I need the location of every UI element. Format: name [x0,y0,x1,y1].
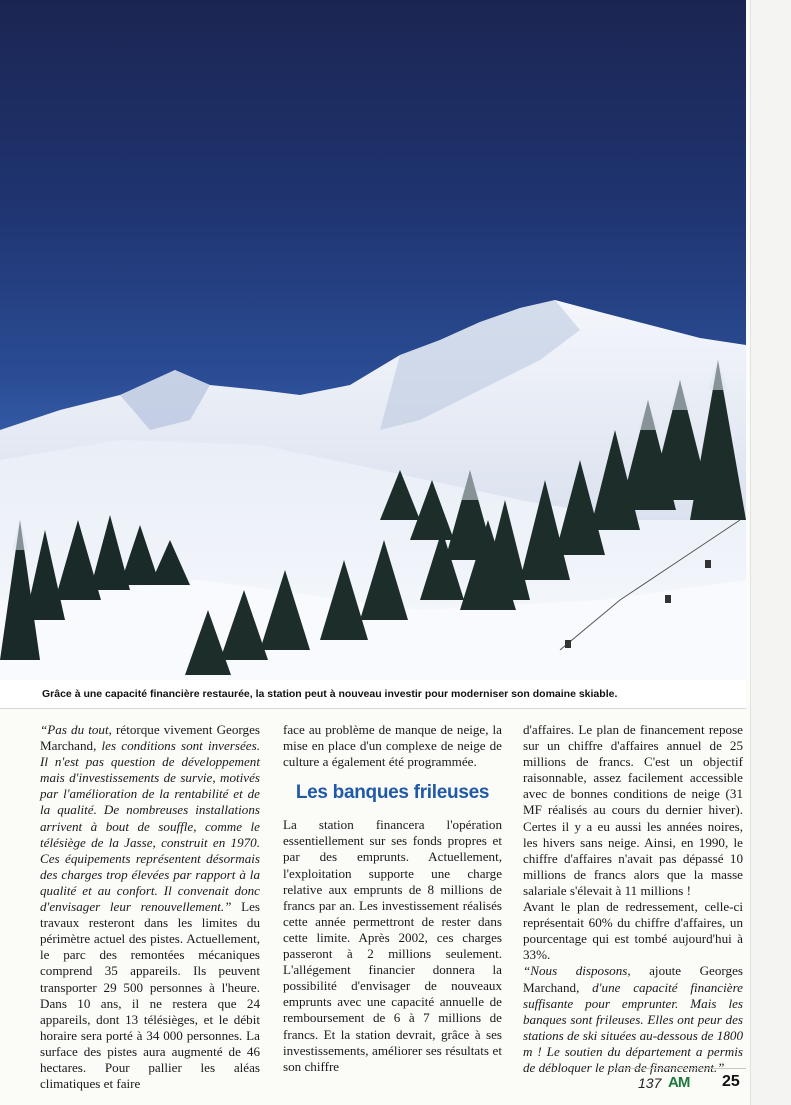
issue-number: 137 [638,1075,662,1091]
column-3-paragraph-3 [523,963,743,1076]
attribution-fragment: rétorque vivement Georges Marchand, [40,722,260,754]
quote-fragment: “Nous disposons, [523,963,650,979]
page-edge [750,0,791,1105]
article-column-2 [283,722,502,1075]
column-3-paragraph-2: Avant le plan de redressement, celle-ci représentait 60% du chiffre d'affaires, un pourcentage qui est tombé aujourd'hui à 33%. [523,899,743,963]
article-column-3 [523,722,743,1076]
article-column-1 [40,722,260,1092]
quote-fragment: les conditions sont inversées. Il n'est pas question de développement mais d'investissements de survie, motivés par l'amélioration de la rentabilité et de la qualité. De nombreuses installations arrivent à bout de souffle, comme le télésiège de la Jasse, construit en 1970. Ces équipements représentent désormais des charges trop élevées par rapport à la qualité et au confort. Il convenait donc d'envisager leur renouvellement.” [40,738,260,915]
page-footer [612,1068,746,1095]
page-number: 25 [722,1073,740,1090]
column-2-intro: face au problème de manque de neige, la mise en place d'un complexe de neige de culture a également été programmée. [283,722,502,770]
magazine-logo: AM [668,1074,690,1091]
column-3-paragraph-1: d'affaires. Le plan de financement repose sur un chiffre d'affaires annuel de 25 millions de francs. C'est un objectif raisonnable, assez facilement accessible avec de bonnes conditions de neige (31 MF réalisés au cours du dernier hiver). Certes il y a eu aussi les années noires, les hivers sans neige. Ainsi, en 1990, le chiffre d'affaires n'avait pas dépassé 10 millions de francs alors que la masse salariale s'élevait à 11 millions ! [523,722,743,898]
section-heading [283,782,502,803]
column-2-body: La station financera l'opération essentiellement sur ses fonds propres et par des emprunts. Actuellement, l'exploitation supporte une charge relative aux emprunts de 8 millions de francs par an. Les investissement réalisés cette année permettront de rester dans cette limite. Après 2002, ces charges passeront à 2 millions seulement. L'allégement financier donnera la possibilité d'envisager de nouveaux emprunts avec une capacité annuelle de remboursement de 6 à 7 millions de francs. Et la station devrait, grâce à ses investissements, améliorer ses résultats et son chiffre [283,817,502,1074]
column-1-text [40,722,260,1092]
photo-caption: Grâce à une capacité financière restaurée, la station peut à nouveau investir pour moderniser son domaine skiable. [0,680,746,709]
section-heading-text: Les banques frileuses [295,782,490,804]
quote-fragment: “Pas du tout, [40,722,117,737]
attribution-fragment: ajoute Georges Marchand, [523,963,743,995]
body-fragment: Les travaux resteront dans les limites du périmètre actuel des pistes. Actuellement, le parc des remontées mécaniques comprend 35 appareils. Ils peuvent transporter 29 500 personnes à l'heure. Dans 10 ans, il ne restera que 24 appareils, dont 13 télésièges, et le débit horaire sera porté à 34 000 personnes. La surface des pistes aura augmenté de 46 hectares. Pour pallier les aléas climatiques et faire [40,899,260,1092]
quote-fragment: d'une capacité financière suffisante pour emprunter. Mais les banques sont frileuses. Elles ont peur des stations de ski situées au-dessous de 1800 m ! Le soutien du département a permis de débloquer le plan de financement.” [523,979,743,1075]
